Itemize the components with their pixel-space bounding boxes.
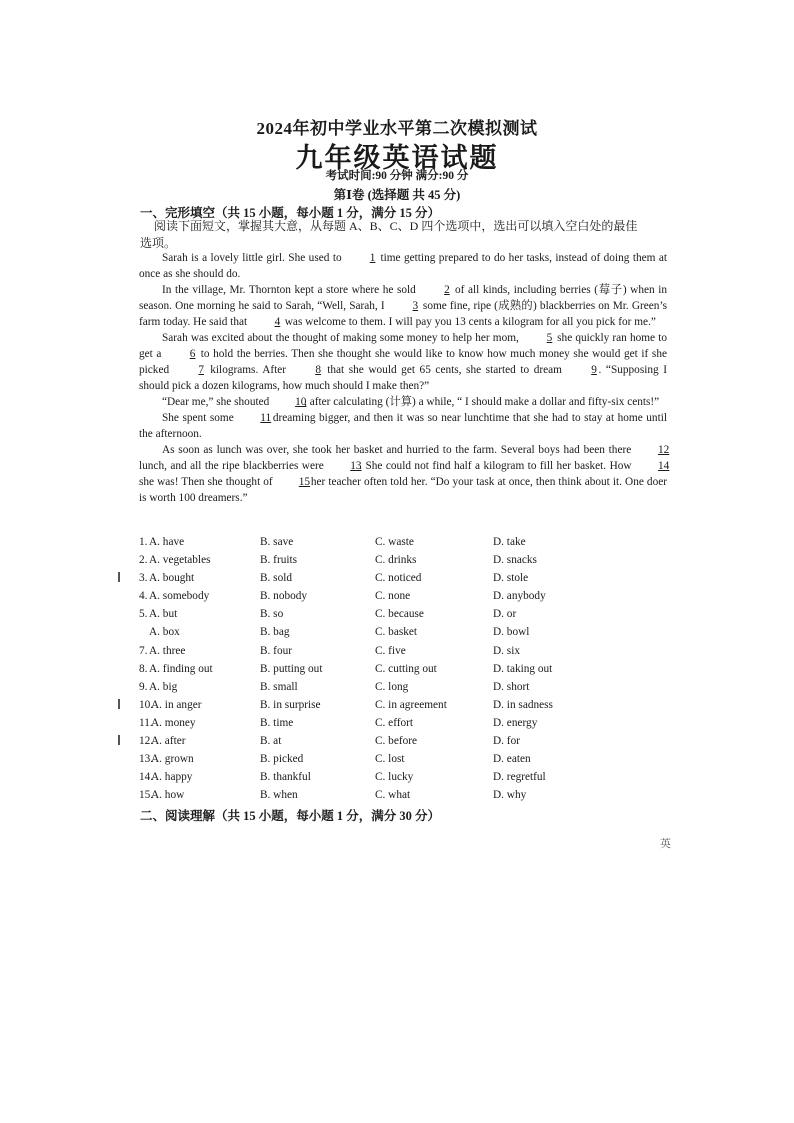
passage-paragraph (139, 442, 670, 506)
option-b: B. small (260, 680, 298, 693)
blank-11: 11 (260, 412, 272, 424)
question-number: 10. (139, 698, 154, 711)
option-c: C. because (375, 608, 424, 621)
option-a: A. finding out (149, 662, 213, 675)
passage-text: . She could not find half a kilogram to fill her basket. How (359, 460, 635, 472)
option-row (139, 771, 679, 789)
question-number: 5. (139, 608, 148, 621)
option-b: B. when (260, 789, 298, 802)
option-c: C. what (375, 789, 411, 802)
question-number: 8. (139, 662, 148, 675)
option-a: A. somebody (149, 590, 210, 603)
question-number: 2. (139, 554, 148, 567)
option-d: D. in sadness (493, 698, 553, 711)
option-row (139, 536, 679, 554)
question-number: 15. (139, 789, 154, 802)
passage-text: kilograms. After (205, 364, 291, 376)
option-b: B. time (260, 716, 294, 729)
passage-text: , after calculating (计算) a while, “ I should make a dollar and fifty-six cents!” (304, 396, 660, 408)
option-b: B. putting out (260, 662, 323, 675)
option-c: C. five (375, 644, 406, 657)
passage-text: was welcome to them. I will pay you 13 cents a kilogram for all you pick for me.” (281, 316, 656, 328)
option-b: B. save (260, 536, 294, 548)
option-c: C. none (375, 590, 411, 603)
option-d: D. for (493, 735, 520, 748)
option-b: B. picked (260, 753, 304, 766)
passage-text: “Dear me,” she shouted (162, 396, 273, 408)
question-number: 11. (139, 716, 153, 729)
option-b: B. nobody (260, 590, 308, 603)
question-number: 14. (139, 771, 154, 784)
blank-10: 10 (295, 396, 307, 408)
blank-1: 1 (369, 252, 376, 264)
blank-3: 3 (412, 300, 419, 312)
option-d: D. take (493, 536, 526, 548)
passage-paragraph (139, 250, 667, 282)
cloze-options (139, 536, 679, 807)
passage-paragraph (139, 394, 667, 410)
volume-title: 第Ⅰ卷 (选择题 共 45 分) (333, 188, 461, 202)
passage-paragraph (139, 282, 667, 330)
option-a: A. bought (149, 572, 195, 585)
option-d: D. snacks (493, 554, 537, 567)
passage-text: lunch, and all the ripe blackberries were (139, 460, 328, 472)
option-a: A. how (151, 789, 185, 802)
blank-14: 14 (658, 460, 670, 472)
option-a: A. box (149, 626, 180, 639)
option-d: D. bowl (493, 626, 530, 639)
option-b: B. in surprise (260, 698, 321, 711)
passage-text: she was! Then she thought of (139, 476, 276, 488)
blank-8: 8 (315, 364, 321, 376)
option-row (139, 753, 679, 771)
section-heading-reading: 二、阅读理解（共 15 小题，每小题 1 分，满分 30 分） (140, 809, 441, 823)
passage-text: that she would get 65 cents, she started to dream (322, 364, 567, 376)
option-a: A. vegetables (149, 554, 211, 567)
subject-title: 九年级英语试题 (295, 143, 499, 173)
option-c: C. effort (375, 716, 414, 729)
blank-7: 7 (198, 364, 205, 376)
scan-edge-mark (118, 572, 120, 582)
option-row (139, 554, 679, 572)
option-c: C. in agreement (375, 698, 447, 711)
option-c: C. basket (375, 626, 418, 639)
page-code: 英 (660, 838, 671, 850)
passage-text: some fine, ripe (成熟的) blackberries on Mr. Green’s farm today. He said that (139, 300, 667, 328)
option-row (139, 699, 679, 717)
question-number: 13. (139, 753, 154, 766)
option-a: A. three (149, 644, 186, 657)
blank-6: 6 (189, 348, 196, 360)
option-d: D. regretful (493, 771, 546, 784)
option-c: C. waste (375, 536, 414, 548)
blank-4: 4 (274, 316, 281, 328)
question-number: 7. (139, 644, 148, 657)
option-a: A. grown (151, 753, 194, 766)
option-b: B. at (260, 735, 282, 748)
cloze-passage (139, 250, 670, 506)
blank-15: 15 (298, 476, 311, 488)
option-a: A. in anger (151, 698, 202, 711)
option-b: B. fruits (260, 554, 298, 567)
passage-text: She spent some (162, 412, 238, 424)
passage-paragraph (139, 330, 667, 394)
option-row (139, 789, 679, 807)
option-c: C. long (375, 680, 409, 693)
option-row (139, 626, 679, 644)
passage-text: of all kinds, including berries (莓子) when in season. One morning he said to Sarah, “Well, Sarah, I (139, 284, 667, 312)
passage-text: . “Supposing I should pick a dozen kilograms, how much should I make then?” (139, 364, 667, 392)
option-c: C. cutting out (375, 662, 437, 675)
option-row (139, 590, 679, 608)
option-c: C. noticed (375, 572, 422, 585)
option-row (139, 681, 679, 699)
option-b: B. bag (260, 626, 290, 639)
passage-paragraph (139, 410, 667, 442)
option-d: D. stole (493, 572, 529, 585)
option-row (139, 572, 679, 590)
passage-text: Sarah is a lovely little girl. She used to (162, 252, 346, 264)
passage-text: to hold the berries. Then she thought she would like to know how much money she would get if she picked (139, 348, 667, 376)
option-b: B. four (260, 644, 293, 657)
option-c: C. lucky (375, 771, 414, 784)
option-b: B. so (260, 608, 284, 621)
option-a: A. but (149, 608, 178, 621)
exam-title: 2024年初中学业水平第二次模拟测试 (256, 119, 538, 138)
option-d: D. why (493, 789, 527, 802)
option-row (139, 735, 679, 753)
option-d: D. or (493, 608, 517, 621)
option-a: A. have (149, 536, 185, 548)
scan-edge-mark (118, 735, 120, 745)
blank-13: 13 (350, 460, 362, 472)
option-b: B. sold (260, 572, 293, 585)
passage-text: As soon as lunch was over, she took her basket and hurried to the farm. Several boys had been there (162, 444, 635, 456)
passage-text: her teacher often told her. “Do your task at once, then think about it. One doer is worth 100 dreamers.” (139, 476, 667, 504)
option-d: D. taking out (493, 662, 553, 675)
option-d: D. six (493, 644, 520, 657)
option-a: A. big (149, 680, 178, 693)
blank-5: 5 (546, 332, 553, 344)
option-row (139, 645, 679, 663)
question-number: 3. (139, 572, 148, 585)
blank-12: 12 (658, 444, 670, 456)
passage-text: dreaming bigger, and then it was so near lunchtime that she had to stay at home until the afternoon. (139, 412, 667, 440)
option-d: D. eaten (493, 753, 531, 766)
passage-text: she quickly ran home to get a (139, 332, 667, 360)
option-d: D. energy (493, 716, 538, 729)
passage-text: Sarah was excited about the thought of making some money to help her mom, (162, 332, 522, 344)
exam-info: 考试时间:90 分钟 满分:90 分 (325, 170, 469, 182)
question-number: 1. (139, 536, 148, 548)
option-c: C. lost (375, 753, 405, 766)
option-a: A. money (151, 716, 196, 729)
option-row (139, 608, 679, 626)
blank-2: 2 (444, 284, 450, 296)
blank-9: 9 (591, 364, 597, 376)
option-c: C. drinks (375, 554, 417, 567)
option-c: C. before (375, 735, 418, 748)
passage-text: In the village, Mr. Thornton kept a store where he sold (162, 284, 420, 296)
question-number: 9. (139, 680, 148, 693)
option-a: A. after (151, 735, 186, 748)
passage-text: time getting prepared to do her tasks, instead of doing them at once as she should do. (139, 252, 667, 280)
option-d: D. short (493, 680, 530, 693)
scan-edge-mark (118, 699, 120, 709)
option-row (139, 663, 679, 681)
section-heading-cloze: 一、完形填空（共 15 小题，每小题 1 分，满分 15 分） (140, 206, 441, 220)
option-b: B. thankful (260, 771, 311, 784)
cloze-instructions: 阅读下面短文，掌握其大意，从每题 A、B、C、D 四个选项中，选出可以填入空白处的最佳选项。 (140, 219, 638, 250)
question-number: 12. (139, 735, 154, 748)
option-d: D. anybody (493, 590, 546, 603)
option-a: A. happy (151, 771, 193, 784)
option-row (139, 717, 679, 735)
question-number: 4. (139, 590, 148, 603)
